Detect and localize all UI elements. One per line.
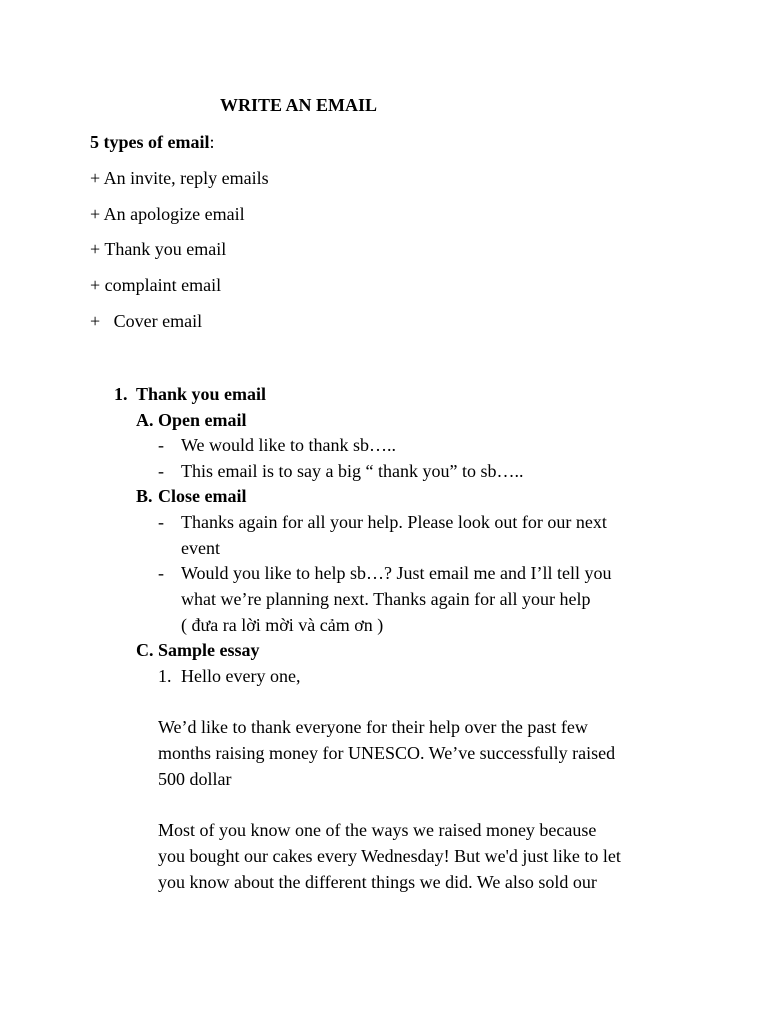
close-email-item-2-line-2: what we’re planning next. Thanks again for all your help (181, 589, 591, 609)
close-email-item-2-line-1: Would you like to help sb…? Just email me and I’ll tell you (181, 563, 612, 583)
subsection-c-marker: C. (136, 640, 154, 660)
type-item-invite: + An invite, reply emails (90, 168, 269, 188)
open-email-item-1: We would like to thank sb….. (181, 435, 397, 455)
subsection-b-heading: Close email (158, 486, 247, 506)
bullet-dash: - (158, 563, 164, 583)
open-email-item-2: This email is to say a big “ thank you” to sb….. (181, 461, 524, 481)
bullet-dash: - (158, 512, 164, 532)
types-heading-colon: : (209, 132, 215, 152)
subsection-c-heading: Sample essay (158, 640, 260, 660)
subsection-a-marker: A. (136, 410, 154, 430)
close-email-item-2-line-3: ( đưa ra lời mời và cảm ơn ) (181, 615, 384, 635)
subsection-a-heading: Open email (158, 410, 247, 430)
sample-para-2-line-1: Most of you know one of the ways we raised money because (158, 820, 597, 840)
subsection-b-marker: B. (136, 486, 153, 506)
type-item-cover: + Cover email (90, 311, 203, 331)
section-1-heading: Thank you email (136, 384, 267, 404)
close-email-item-1-line-2: event (181, 538, 220, 558)
sample-para-2-line-3: you know about the different things we did. We also sold our (158, 872, 597, 892)
sample-para-2-line-2: you bought our cakes every Wednesday! But we'd just like to let (158, 846, 621, 866)
document-title: WRITE AN EMAIL (220, 95, 378, 115)
sample-number: 1. (158, 666, 172, 686)
type-item-apologize: + An apologize email (90, 204, 245, 224)
section-1-number: 1. (114, 384, 128, 404)
bullet-dash: - (158, 435, 164, 455)
types-heading-line (90, 133, 215, 151)
types-heading: 5 types of email (90, 132, 210, 152)
bullet-dash: - (158, 461, 164, 481)
sample-greeting: Hello every one, (181, 666, 301, 686)
sample-para-1-line-1: We’d like to thank everyone for their help over the past few (158, 717, 588, 737)
sample-para-1-line-3: 500 dollar (158, 769, 232, 789)
type-item-complaint: + complaint email (90, 275, 222, 295)
sample-para-1-line-2: months raising money for UNESCO. We’ve successfully raised (158, 743, 616, 763)
type-item-thank-you: + Thank you email (90, 239, 227, 259)
close-email-item-1-line-1: Thanks again for all your help. Please look out for our next (181, 512, 607, 532)
